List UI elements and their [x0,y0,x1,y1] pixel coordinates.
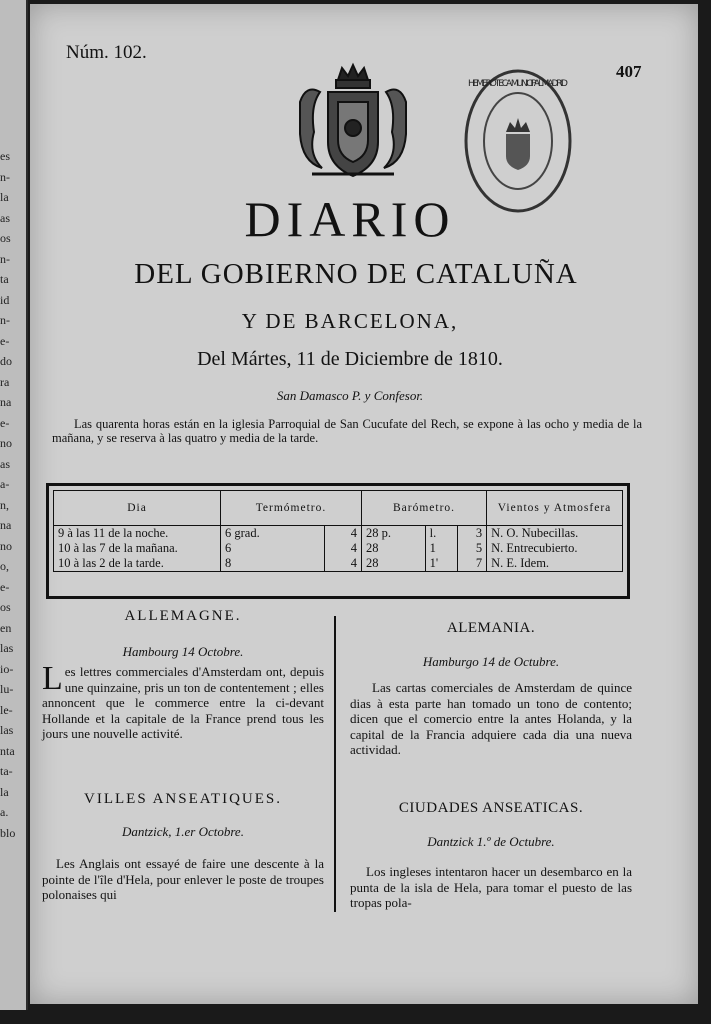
adjacent-page-fragment: as [0,210,10,225]
issue-number: Núm. 102. [66,42,147,63]
adjacent-page-fragment: ta- [0,764,13,778]
adjacent-page-fragment: lu- [0,682,14,696]
section-title-ciudades-anseaticas: CIUDADES ANSEATICAS. [398,800,584,816]
adjacent-page-fragment: en [0,620,12,635]
drop-cap: L [42,660,63,697]
dateline-dantzick-fr: Dantzick, 1.er Octobre. [122,824,244,839]
dateline-hamburgo: Hamburgo 14 de Octubre. [422,654,560,669]
weather-row [54,541,623,556]
cell-barometro-lineas: l. [425,526,458,542]
cell-vientos: N. O. Nubecillas. [491,526,579,540]
saint-of-day: San Damasco P. y Confesor. [276,388,424,403]
article-alemania: Las cartas comerciales de Amsterdam de quince dias à esta parte han tomado un tono de contento; dicen que el comercio entre la antes Holanda, y la capital de la Francia adquiere cada dia una nueva actividad. [350,680,632,757]
cell-barometro-lineas: 1 [425,541,458,556]
adjacent-page-fragment: as [0,456,10,471]
adjacent-page-fragment: las [0,641,14,655]
adjacent-page-fragment: no [0,436,12,450]
newspaper-title: DIARIO [244,191,456,247]
dateline-hambourg: Hambourg 14 Octobre. [122,644,244,659]
cell-barometro-fraction: 3 [458,526,487,542]
newspaper-subtitle-city: Y DE BARCELONA, [241,309,459,333]
cell-vientos: N. E. Idem. [491,556,550,570]
cell-termometro: 6 [221,541,325,556]
col-header-termometro: Termómetro. [221,491,362,526]
adjacent-page-fragment: n- [0,169,10,184]
adjacent-page-fragment: io- [0,661,14,676]
cell-termometro-fraction: 4 [325,556,361,572]
stamp-text: HEMEROTECA MUNICIPAL MADRID [468,79,568,89]
adjacent-page-fragment: do [0,354,12,368]
col-header-dia: Dia [54,491,221,526]
adjacent-page-fragment: n- [0,313,10,327]
adjacent-page-fragment: no [0,538,12,553]
adjacent-page-fragment: blo [0,825,16,840]
newspaper-page [30,4,698,1004]
cell-termometro: 6 grad. [221,526,325,542]
cell-barometro-pulgadas: 28 [361,556,425,572]
cell-barometro-pulgadas: 28 p. [361,526,425,542]
cell-dia: 10 à las 2 de la tarde. [54,556,221,572]
newspaper-subtitle: DEL GOBIERNO DE CATALUÑA [134,258,578,290]
cell-barometro-fraction: 7 [458,556,487,572]
adjacent-page-fragment: os [0,600,11,614]
royal-crest-icon [292,62,414,190]
adjacent-page-fragment: le- [0,702,13,717]
issue-date: Del Mártes, 11 de Diciembre de 1810. [197,348,503,370]
cell-barometro-lineas: 1' [425,556,458,572]
adjacent-page-fragment: ta [0,272,9,286]
cell-termometro: 8 [221,556,325,572]
adjacent-page-fragment: a- [0,477,10,491]
adjacent-page-fragment: ra [0,374,10,389]
col-header-vientos: Vientos y Atmosfera [487,491,623,526]
adjacent-page-fragment: a. [0,805,9,819]
cell-dia: 10 à las 7 de la mañana. [54,541,221,556]
weather-row [54,556,623,572]
weather-row [54,526,623,542]
adjacent-page-fragment: e- [0,333,10,348]
adjacent-page-fragment: o, [0,559,9,573]
page-number: 407 [616,62,642,81]
adjacent-page-fragment: nta [0,743,15,758]
dateline-dantzick-es: Dantzick 1.º de Octubre. [427,834,555,849]
cell-barometro-fraction: 5 [458,541,487,556]
section-title-allemagne: ALLEMAGNE. [124,608,242,624]
cell-barometro-pulgadas: 28 [361,541,425,556]
section-title-villes-anseatiques: VILLES ANSEATIQUES. [84,791,282,807]
adjacent-page-fragment: e- [0,415,10,430]
adjacent-page-fragment: las [0,723,14,737]
adjacent-page-fragment: os [0,231,11,245]
religious-notice: Las quarenta horas están en la iglesia Parroquial de San Cucufate del Rech, se expone à las ocho y media de la mañana, y se reserva à las quatro y media de la tarde. [52,417,642,445]
section-title-alemania: ALEMANIA. [446,620,536,636]
adjacent-page-fragment: n, [0,497,9,512]
adjacent-page-fragment: e- [0,579,10,594]
cell-termometro-fraction: 4 [325,526,361,542]
adjacent-page-fragment: na [0,518,12,532]
weather-table [46,483,630,599]
adjacent-page-fragment: na [0,395,12,409]
article-allemagne-text: es lettres commerciales d'Amsterdam ont, depuis une quinzaine, pris un ton de contentement ; elles annoncent que le commerce entre la ci-devant Hollande et la capitale de la France prend tous les jours une nouvelle activité. [42,664,324,741]
cell-vientos: N. Entrecubierto. [491,541,578,555]
cell-termometro-fraction: 4 [325,541,361,556]
col-header-barometro: Barómetro. [361,491,486,526]
adjacent-page-fragment: id [0,292,10,307]
adjacent-page-strip [0,0,28,1010]
article-allemagne [42,660,324,742]
article-ciudades-anseaticas: Los ingleses intentaron hacer un desembarco en la punta de la isla de Hela, para tomar el puesto de las tropas pola- [350,864,632,910]
article-villes-anseatiques: Les Anglais ont essayé de faire une descente à la pointe de l'île d'Hela, pour enlever le poste de troupes polonaises qui [42,856,324,902]
adjacent-page-fragment: n- [0,251,10,266]
column-divider [334,616,336,912]
adjacent-page-fragment: la [0,190,9,204]
cell-dia: 9 à las 11 de la noche. [54,526,221,542]
adjacent-page-fragment: la [0,784,9,799]
adjacent-page-fragment: es [0,149,10,163]
